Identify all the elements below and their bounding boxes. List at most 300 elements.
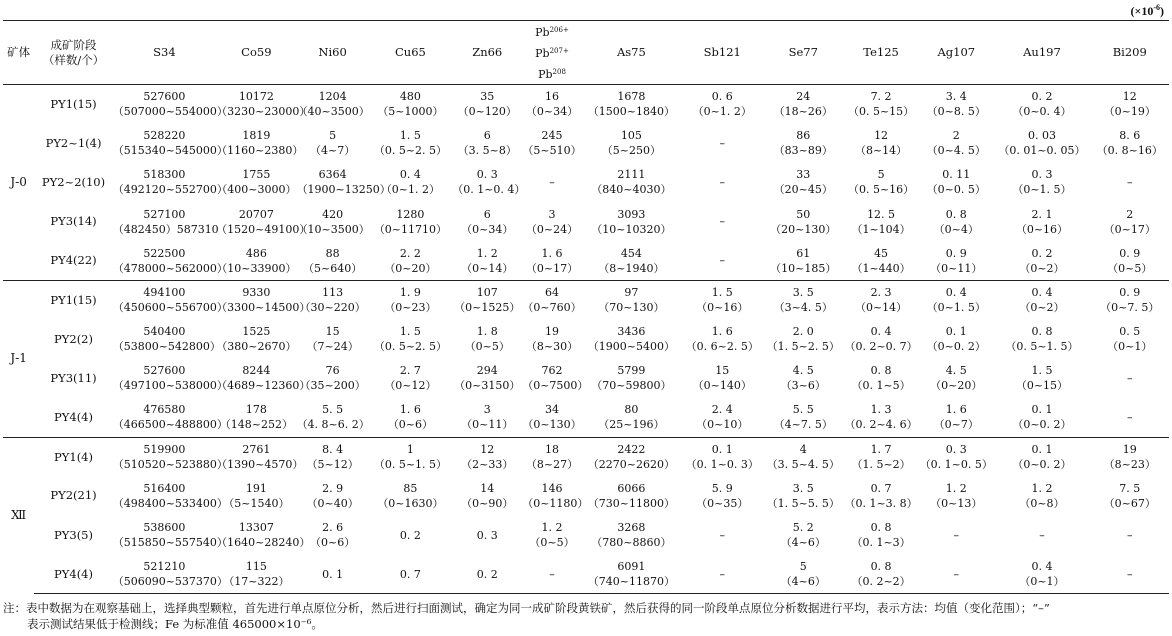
range-value: （3300~14500） [216,301,311,315]
range-value: （0~23） [384,301,437,315]
range-value: （0~1） [1019,575,1065,589]
range-value: （3230~23000） [216,105,311,119]
value-cell [993,280,1090,319]
mean-value: 3093 [617,207,646,221]
mean-value: – [719,567,726,581]
mean-value: 16 [544,90,559,104]
value-cell [522,320,582,359]
value-cell [369,320,453,359]
value-cell [297,85,369,124]
mean-value: 0. 8 [1031,325,1053,339]
mean-value: 0. 4 [1031,286,1053,300]
value-cell [369,124,453,163]
value-cell [216,476,296,515]
mean-value: 480 [399,90,421,104]
mean-value: 0. 4 [870,325,892,339]
value-cell [112,124,228,163]
value-cell [582,398,681,437]
value-cell [297,476,369,515]
mean-value: 15 [325,325,340,339]
range-value: （0~14） [461,261,514,275]
value-cell [522,555,582,594]
range-value: （8~23） [1103,458,1156,472]
range-value: （5~640） [302,261,363,275]
range-value: （740~11870） [587,575,675,589]
range-value: （8~14） [854,144,908,158]
mean-value: 191 [245,481,267,495]
value-cell [452,85,522,124]
mean-value: 4. 5 [945,364,967,378]
range-value: （0~4. 5） [926,144,986,158]
mean-value: 35 [480,90,495,104]
value-cell [452,437,522,476]
mean-value: 0. 1 [322,567,344,581]
mean-value: 0. 3 [476,168,498,182]
range-value: （0~1） [1107,340,1153,354]
mean-value: 14 [480,481,495,495]
table-row [3,398,1169,437]
mean-value: 19 [1122,443,1137,457]
mean-value: – [1127,528,1133,542]
range-value: （1. 5~2. 5） [766,340,840,354]
mean-value: 6 [483,207,491,221]
range-value: （0~16） [696,301,749,315]
value-cell [452,202,522,241]
range-value: （0~17） [525,261,579,275]
value-cell [843,555,919,594]
value-cell [216,320,296,359]
range-value: （8~27） [525,458,579,472]
range-value: （83~89） [773,144,833,158]
mean-value: – [549,175,555,189]
range-value: （0~140） [692,379,752,393]
range-value: （0~13） [930,496,983,510]
range-value: （2270~2620） [587,458,675,472]
range-value: （0~17） [1103,222,1156,236]
mean-value: 1. 8 [476,325,498,339]
value-cell [993,359,1090,398]
mean-value: 80 [624,403,639,417]
mean-value: 24 [796,90,811,104]
value-cell [1091,280,1169,319]
value-cell [369,437,453,476]
mean-value: 1 [406,443,414,457]
range-value: （730~11800） [587,496,675,510]
mean-value: 2. 6 [322,521,344,535]
value-cell [369,555,453,594]
value-cell [919,516,993,555]
data-table [3,20,1169,594]
value-cell [522,280,582,319]
range-value: （1900~5400） [587,340,675,354]
range-value: （20~130） [770,222,837,236]
range-value: （0~1. 2） [380,183,441,197]
table-row [3,85,1169,124]
value-cell [522,202,582,241]
value-cell [582,476,681,515]
col-header-pb: $Pb^{206+}$ $Pb^{207+}$ Pb$^{208}$ [522,21,582,85]
mean-value: 15 [715,364,730,378]
mean-value: 0. 5 [1119,325,1141,339]
value-cell [582,202,681,241]
col-header-se77: Se77 [764,21,843,85]
value-cell [1091,476,1169,515]
value-cell [993,398,1090,437]
range-value: （0~20） [384,261,437,275]
mean-value: 0. 11 [942,168,971,182]
range-value: （0~14） [854,301,908,315]
mean-value: 5. 2 [792,521,814,535]
mean-value: – [953,528,960,542]
col-header-ag107: Ag107 [919,21,993,85]
mean-value: 527600 [143,364,186,378]
mean-value: 6066 [617,481,646,495]
mean-value: 7. 2 [870,90,892,104]
mean-value: – [719,175,726,189]
value-cell [297,398,369,437]
value-cell [993,85,1090,124]
value-cell [843,437,919,476]
orebody-header: 矿体 [3,21,34,85]
stage-cell: PY2(2) [54,331,93,346]
value-cell [112,320,221,359]
value-cell [112,280,228,319]
range-value: （4~6） [780,575,826,589]
range-value: （5~1540） [223,496,290,510]
value-cell [297,320,369,359]
range-value: （0~5） [529,536,575,550]
range-value: （0. 8~16） [1096,144,1163,158]
mean-value: 1. 9 [399,286,421,300]
mean-value: 245 [541,129,563,143]
range-value: （0~20） [930,379,983,393]
mean-value: 4. 5 [792,364,814,378]
range-value: （0~7） [933,418,979,432]
mean-value: 13307 [238,521,274,535]
range-value: （0~24） [525,222,579,236]
range-value: （507000~554000） [112,105,228,119]
value-cell [297,437,369,476]
range-value: （20~45） [773,183,833,197]
mean-value: 1678 [617,90,646,104]
range-value: （10~10320） [591,222,672,236]
range-value: （0~8. 5） [926,105,986,119]
mean-value: 1. 7 [870,443,892,457]
range-value: （1640~28240） [216,536,311,550]
range-value: （0~35） [696,496,749,510]
table-row [3,437,1169,476]
value-cell [993,476,1090,515]
value-cell [1091,437,1169,476]
value-cell [993,163,1090,202]
value-cell [112,437,228,476]
value-cell [297,280,369,319]
range-value: （482450）587310 [112,222,219,236]
range-value: （5~250） [601,144,661,158]
mean-value: 0. 4 [399,168,421,182]
mean-value: 50 [796,207,811,221]
range-value: （497100~538000） [112,379,228,393]
value-cell [522,476,589,515]
range-value: （18~26） [773,105,833,119]
value-cell [522,85,582,124]
mean-value: 12 [874,129,889,143]
value-cell [919,359,993,398]
value-cell [112,163,228,202]
mean-value: 19 [544,325,559,339]
range-value: （0. 1~0. 3） [685,458,759,472]
mean-value: 4 [799,443,807,457]
range-value: （2~33） [461,458,514,472]
value-cell [297,124,369,163]
mean-value: 5 [799,560,807,574]
range-value: （0~90） [461,496,514,510]
mean-value: 6364 [318,168,347,182]
value-cell [582,280,681,319]
range-value: （0~2） [1019,301,1065,315]
value-cell [452,516,522,555]
range-value: （0~760） [522,301,582,315]
mean-value: 420 [322,207,344,221]
mean-value: – [1039,528,1045,542]
table-row [3,280,1169,319]
value-cell [369,280,453,319]
value-cell [1091,85,1169,124]
range-value: （506090~537370） [112,575,228,589]
value-cell [993,320,1090,359]
range-value: （35~200） [299,379,366,393]
mean-value: 3 [483,403,491,417]
mean-value: 0. 8 [870,364,892,378]
mean-value: 5 [329,129,337,143]
mean-value: 0. 4 [1031,560,1053,574]
mean-value: 178 [245,403,267,417]
range-value: （0~8） [1019,496,1065,510]
range-value: （148~252） [219,418,293,432]
range-value: （0~130） [522,418,582,432]
mean-value: 454 [620,246,642,260]
mean-value: 0. 8 [945,207,967,221]
value-cell [112,476,228,515]
stage-cell: PY1(15) [34,280,112,319]
value-cell [993,555,1090,594]
range-value: （0~5） [464,340,510,354]
mean-value: 2. 0 [792,325,814,339]
value-cell [369,241,453,280]
range-value: （5~1000） [377,105,444,119]
mean-value: 2422 [617,443,646,457]
range-value: （0. 1~0. 4） [452,183,526,197]
orebody-cell: J-0 [10,174,27,189]
value-cell [582,241,681,280]
range-value: （0~0. 5） [926,183,986,197]
mean-value: 521210 [143,560,186,574]
mean-value: 146 [541,481,563,495]
range-value: （450600~556700） [112,301,228,315]
range-value: （0. 6~2. 5） [685,340,759,354]
range-value: （0~40） [306,496,359,510]
value-cell [843,516,919,555]
col-header-au197: Au197 [993,21,1090,85]
value-cell [681,320,764,359]
mean-value: 540400 [143,325,186,339]
value-cell [919,555,993,594]
value-cell [993,516,1090,555]
range-value: （4~7. 5） [773,418,833,432]
table-row [3,202,1169,241]
range-value: （0~34） [525,105,579,119]
table-row [3,516,1169,555]
range-value: （0~1525） [454,301,521,315]
range-value: （0~0. 2） [926,340,986,354]
mean-value: 3436 [617,325,646,339]
stage-cell: PY3(11) [50,370,97,385]
mean-value: 0. 3 [476,528,498,542]
range-value: （515340~545000） [112,144,228,158]
value-cell [296,163,391,202]
mean-value: 518300 [143,168,186,182]
value-cell [522,124,582,163]
range-value: （1500~1840） [587,105,675,119]
value-cell [582,359,681,398]
range-value: （3~4. 5） [773,301,833,315]
value-cell [993,124,1090,163]
table-note [3,600,1169,632]
value-cell [843,241,919,280]
mean-value: – [549,567,555,581]
value-cell [919,320,993,359]
mean-value: 0. 2 [1031,90,1053,104]
mean-value: 8244 [242,364,271,378]
mean-value: 1525 [242,325,271,339]
value-cell [522,398,582,437]
value-cell [919,85,993,124]
mean-value: 2. 3 [870,286,892,300]
mean-value: 6091 [617,560,646,574]
range-value: （0~1. 5） [926,301,986,315]
col-header-as75: As75 [582,21,681,85]
mean-value: 0. 3 [945,443,967,457]
mean-value: 1. 6 [399,403,421,417]
value-cell [369,85,453,124]
value-cell [919,124,993,163]
range-value: （0. 5~1. 5） [1005,340,1079,354]
mean-value: 76 [325,364,340,378]
mean-value: 0. 2 [476,567,498,581]
value-cell [582,85,681,124]
col-header-s34: S34 [113,21,216,85]
range-value: （0~120） [457,105,517,119]
mean-value: 2. 4 [711,403,733,417]
mean-value: – [719,215,726,229]
mean-value: 0. 1 [945,325,967,339]
range-value: （0. 5~16） [847,183,915,197]
mean-value: 1. 6 [945,403,967,417]
mean-value: 2. 1 [1031,207,1053,221]
mean-value: 12. 5 [867,207,896,221]
range-value: （0. 2~0. 7） [844,340,918,354]
value-cell [582,320,681,359]
mean-value: – [719,136,726,150]
value-cell [843,85,919,124]
stage-cell: PY3(5) [54,527,93,542]
mean-value: 1. 6 [711,325,733,339]
mean-value: 61 [796,246,811,260]
value-cell [919,476,993,515]
range-value: （0~1180） [522,496,589,510]
value-cell [452,163,526,202]
value-cell [1091,241,1169,280]
mean-value: 1. 5 [399,325,421,339]
value-cell [1091,516,1169,555]
value-cell [681,85,764,124]
range-value: （8~1940） [598,261,665,275]
mean-value: 0. 4 [945,286,967,300]
value-cell [452,555,522,594]
mean-value: 34 [544,403,559,417]
range-value: （0~0. 2） [1012,418,1072,432]
range-value: （0~15） [1015,379,1069,393]
value-cell [919,398,993,437]
value-cell [843,124,919,163]
range-value: （0~7500） [522,379,589,393]
header-row [3,21,1169,85]
table-row [3,124,1169,163]
table-row [3,555,1169,594]
mean-value: – [953,567,960,581]
mean-value: 115 [245,560,267,574]
mean-value: 0. 7 [399,567,421,581]
value-cell [681,359,764,398]
range-value: （0~1. 5） [1012,183,1072,197]
col-header-bi209: Bi209 [1091,21,1169,85]
range-value: （0. 1~0. 5） [919,458,993,472]
range-value: （0~34） [461,222,514,236]
stage-cell: PY2(21) [50,488,97,503]
range-value: （0. 2~4. 6） [844,418,918,432]
mean-value: 538600 [143,521,186,535]
range-value: （53800~542800） [112,340,221,354]
value-cell [843,398,919,437]
mean-value: 476580 [143,403,186,417]
mean-value: 0. 6 [711,90,733,104]
value-cell [452,359,522,398]
value-cell [112,241,228,280]
value-cell [764,359,843,398]
value-cell [681,202,764,241]
value-cell [216,398,296,437]
range-value: （0~11710） [373,222,448,236]
mean-value: 8. 6 [1119,129,1141,143]
unit-label: $(\times 10^{-6})$ [1130,3,1164,18]
mean-value: 3. 5 [792,481,814,495]
range-value: （1. 5~5. 5） [766,496,840,510]
table-row [3,476,1169,515]
mean-value: 64 [544,286,559,300]
value-cell [764,320,843,359]
value-cell [112,555,228,594]
mean-value: 1. 5 [1031,364,1053,378]
value-cell [681,516,764,555]
stage-cell: PY4(22) [50,253,97,268]
mean-value: – [719,254,726,268]
value-cell [681,476,764,515]
table-row [3,163,1169,202]
value-cell [452,476,522,515]
value-cell [843,476,919,515]
mean-value: 0. 1 [1031,403,1053,417]
value-cell [1091,124,1169,163]
